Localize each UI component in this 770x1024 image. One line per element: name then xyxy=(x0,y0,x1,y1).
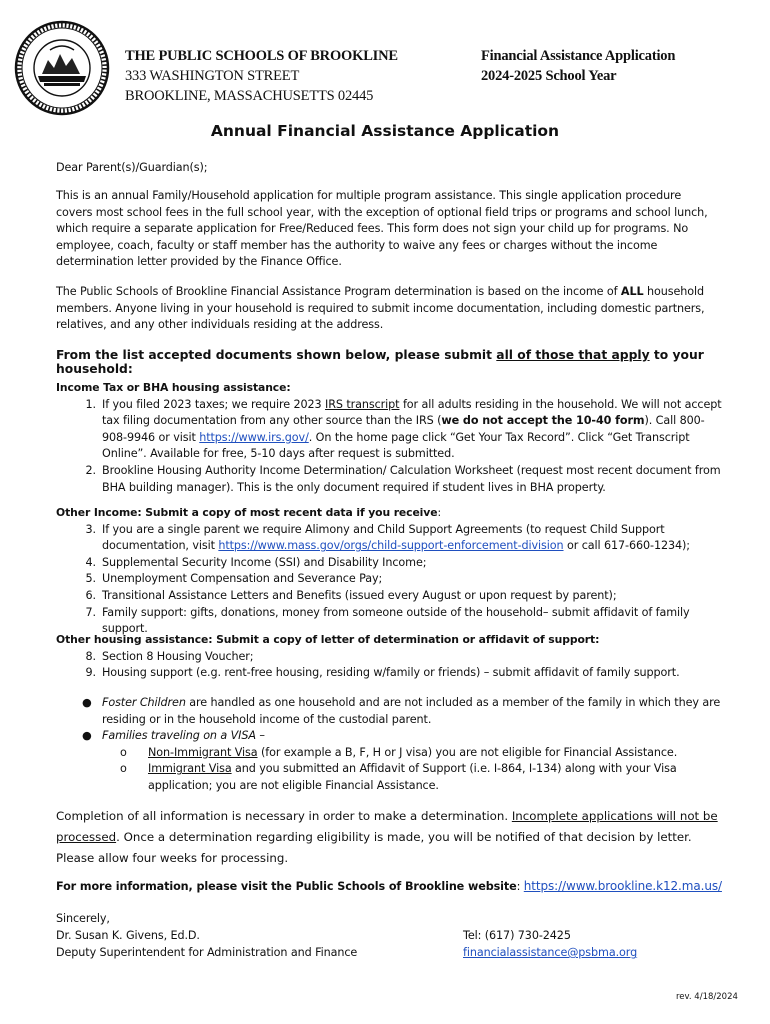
determination-paragraph xyxy=(56,284,718,334)
section-housing xyxy=(56,632,726,682)
bullet-icon: ● xyxy=(82,729,92,743)
item-text: . On the home page click “Get Your Tax Record”. Click “Get Transcript Online”. Available for free, 5-10 days after request is submitted. xyxy=(102,430,690,461)
item-number: 1. xyxy=(85,397,96,411)
non-immigrant-visa-label: Non-Immigrant Visa xyxy=(148,745,258,759)
completion-text-2: . Once a determination regarding eligibility is made, you will be notified of that decision by letter. Please allow four weeks for processing. xyxy=(56,830,692,865)
intro-paragraph: This is an annual Family/Household application for multiple program assistance. This single application procedure covers most school fees in the full school year, with the exception of optional field trips or programs and school lunch, which require a separate application for Free/Reduced fees. This form does not sign your child up for programs. No employee, coach, faculty or staff member has the authority to waive any fees or charges without the income determination letter provided by the Finance Office. xyxy=(56,189,708,269)
sublist-item xyxy=(102,761,726,794)
section-other-income-heading xyxy=(56,505,726,522)
page-title: Annual Financial Assistance Application xyxy=(210,122,560,140)
list-item xyxy=(56,571,726,588)
visa-sublist xyxy=(102,745,726,795)
documents-heading-post: to your household: xyxy=(56,348,704,376)
circle-bullet-icon: o xyxy=(120,745,127,759)
irs-link[interactable]: https://www.irs.gov/ xyxy=(199,430,309,444)
list-item xyxy=(56,522,726,555)
heading-colon: : xyxy=(437,506,441,519)
non-immigrant-visa-text: (for example a B, F, H or J visa) you are not eligible for Financial Assistance. xyxy=(257,745,678,759)
more-info-colon: : xyxy=(516,880,524,893)
school-year: 2024-2025 School Year xyxy=(481,68,617,84)
item-number: 7. xyxy=(85,605,96,619)
item-text: Section 8 Housing Voucher; xyxy=(102,649,254,663)
item-number: 8. xyxy=(85,649,96,663)
foster-text: are handled as one household and are not included as a member of the family in which they are residing or in the household income of the custodial parent. xyxy=(102,696,721,726)
no-1040-text: we do not accept the 10-40 form xyxy=(441,414,645,428)
documents-heading xyxy=(56,348,746,376)
item-text: or call 617-660-1234); xyxy=(563,539,690,553)
list-item xyxy=(56,397,726,463)
list-item xyxy=(56,463,726,496)
town-seal xyxy=(14,20,110,116)
determination-text-2: household members. Anyone living in your household is required to submit income documentation, including domestic partners, relatives, and any other individuals residing at the address. xyxy=(56,285,705,332)
determination-all: ALL xyxy=(620,285,644,298)
org-street: 333 WASHINGTON STREET xyxy=(125,68,300,84)
completion-underlined: Incomplete applications will not be processed xyxy=(56,809,718,844)
documents-heading-pre: From the list accepted documents shown below, please submit xyxy=(56,348,497,362)
item-number: 5. xyxy=(85,572,96,586)
item-number: 9. xyxy=(85,666,96,680)
item-text: Transitional Assistance Letters and Benefits (issued every August or upon request by parent); xyxy=(102,588,617,602)
visa-dash: – xyxy=(255,729,265,743)
org-name: THE PUBLIC SCHOOLS OF BROOKLINE xyxy=(125,48,398,64)
item-text: If you filed 2023 taxes; we require 2023 xyxy=(102,397,326,411)
visa-label: Families traveling on a VISA xyxy=(102,729,256,743)
item-number: 3. xyxy=(85,522,96,536)
immigrant-visa-label: Immigrant Visa xyxy=(148,762,232,776)
item-text: Housing support (e.g. rent-free housing, residing w/family or friends) – submit affidavit of family support. xyxy=(102,666,680,680)
documents-heading-underlined: all of those that apply xyxy=(496,348,650,362)
irs-transcript-text: IRS transcript xyxy=(325,397,400,411)
form-title: Financial Assistance Application xyxy=(481,48,676,64)
org-city: BROOKLINE, MASSACHUSETTS 02445 xyxy=(125,88,374,104)
item-number: 6. xyxy=(85,588,96,602)
contact-tel: Tel: (617) 730-2425 xyxy=(463,929,571,942)
signer-name: Dr. Susan K. Givens, Ed.D. xyxy=(56,929,200,942)
item-text: Family support: gifts, donations, money from someone outside of the household– submit affidavit of family support. xyxy=(102,605,690,636)
list-item xyxy=(56,588,726,605)
brookline-website-link[interactable]: https://www.brookline.k12.ma.us/ xyxy=(523,879,722,893)
item-text: Brookline Housing Authority Income Determination/ Calculation Worksheet (request most recent document from BHA building manager). This is the only document required if student lives in BHA property. xyxy=(102,463,721,494)
income-tax-list xyxy=(56,397,726,497)
sublist-item xyxy=(102,745,726,762)
item-number: 2. xyxy=(85,463,96,477)
item-text: for all adults residing in the household. We will not accept tax filing documentation from any other source than the IRS ( xyxy=(102,397,722,428)
item-text: Supplemental Security Income (SSI) and Disability Income; xyxy=(102,555,427,569)
bullet-icon: ● xyxy=(82,696,92,709)
completion-paragraph xyxy=(56,806,728,869)
item-text: If you are a single parent we require Alimony and Child Support Agreements (to request Child Support documentation, visit xyxy=(102,522,665,553)
section-income-tax-heading: Income Tax or BHA housing assistance: xyxy=(56,381,291,394)
item-number: 4. xyxy=(85,555,96,569)
more-info xyxy=(56,878,756,896)
circle-bullet-icon: o xyxy=(120,762,127,776)
salutation: Dear Parent(s)/Guardian(s); xyxy=(56,161,208,174)
list-item xyxy=(56,665,726,682)
email-link[interactable]: financialassistance@psbma.org xyxy=(463,946,638,959)
section-housing-heading: Other housing assistance: Submit a copy of letter of determination or affidavit of support: xyxy=(56,633,600,646)
heading-text: Other Income: Submit a copy of most recent data if you receive xyxy=(56,506,438,519)
item-text: ). Call 800-908-9946 or visit xyxy=(102,414,705,444)
item-text: Unemployment Compensation and Severance Pay; xyxy=(102,572,383,586)
housing-list xyxy=(56,649,726,682)
special-cases-list xyxy=(56,695,726,795)
other-income-list xyxy=(56,522,726,638)
section-other-income xyxy=(56,505,726,638)
section-income-tax xyxy=(56,380,726,496)
revision-date: rev. 4/18/2024 xyxy=(676,992,738,1002)
special-cases xyxy=(56,695,726,795)
list-item-foster xyxy=(56,695,726,728)
closing: Sincerely, xyxy=(56,912,110,925)
foster-label: Foster Children xyxy=(102,696,186,709)
completion-text-1: Completion of all information is necessary in order to make a determination. xyxy=(56,809,512,823)
determination-text-1: The Public Schools of Brookline Financial Assistance Program determination is based on the income of xyxy=(56,285,621,298)
list-item xyxy=(56,555,726,572)
signer-role: Deputy Superintendent for Administration and Finance xyxy=(56,946,358,959)
child-support-link[interactable]: https://www.mass.gov/orgs/child-support-enforcement-division xyxy=(218,539,564,553)
immigrant-visa-text: and you submitted an Affidavit of Support (i.e. I-864, I-134) along with your Visa application; you are not eligible Financial Assistance. xyxy=(148,762,677,792)
list-item-visa xyxy=(56,728,726,794)
list-item xyxy=(56,649,726,666)
more-info-label: For more information, please visit the Public Schools of Brookline website xyxy=(56,880,517,893)
